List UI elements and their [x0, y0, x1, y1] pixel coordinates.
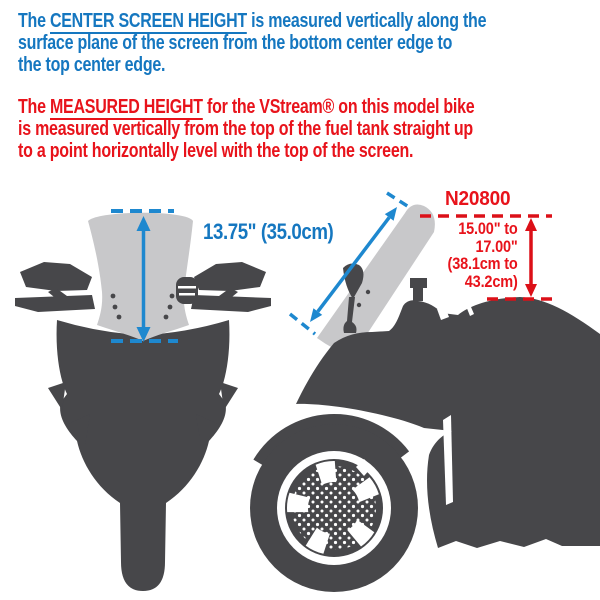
front-bike-right-mirror [194, 262, 266, 291]
front-bike-right-handlebar [191, 295, 271, 312]
part-number-label: N20800 [445, 188, 511, 210]
center-screen-height-value: 13.75" (35.0cm) [203, 219, 334, 244]
front-bike-left-handlebar [15, 295, 95, 312]
measured-height-line: 15.00" to [458, 220, 518, 238]
text-segment: The [18, 96, 50, 118]
measured-height-line: (38.1cm to [447, 255, 518, 273]
text-segment: for the VStream® on this model bike [202, 96, 475, 118]
arrowhead-up [525, 218, 537, 231]
front-bike-instrument-pod [176, 277, 198, 304]
paragraph-line: the top center edge. [18, 54, 166, 76]
brake-disc-drill-holes [292, 466, 376, 550]
front-bike-body [57, 320, 230, 591]
paragraph-line: to a point horizontally level with the top of the screen. [18, 140, 414, 162]
paragraph-line [18, 96, 474, 118]
underlined-term: MEASURED HEIGHT [49, 96, 203, 118]
measured-height-paragraph [18, 96, 474, 162]
underlined-term: CENTER SCREEN HEIGHT [49, 10, 247, 32]
side-bike-front-wheel [250, 424, 418, 592]
text-segment: is measured vertically along the [246, 10, 487, 32]
side-view-bike-silhouette [250, 205, 600, 592]
measured-height-value [448, 221, 518, 291]
paragraph-line [18, 10, 486, 32]
text-segment: The [18, 10, 50, 32]
measured-height-line: 17.00" [475, 237, 518, 256]
front-bike-left-mirror [20, 262, 92, 291]
front-windshield [88, 213, 193, 341]
paragraph-line: is measured vertically from the top of the fuel tank straight up [18, 118, 473, 140]
upper-dashed-tick [387, 193, 412, 209]
arrowhead-down [525, 284, 537, 297]
measured-height-line: 43.2cm) [465, 272, 518, 291]
center-screen-height-paragraph [18, 10, 486, 76]
paragraph-line: surface plane of the screen from the bottom center edge to [18, 32, 453, 54]
side-bike-brake-reservoir [410, 278, 427, 301]
